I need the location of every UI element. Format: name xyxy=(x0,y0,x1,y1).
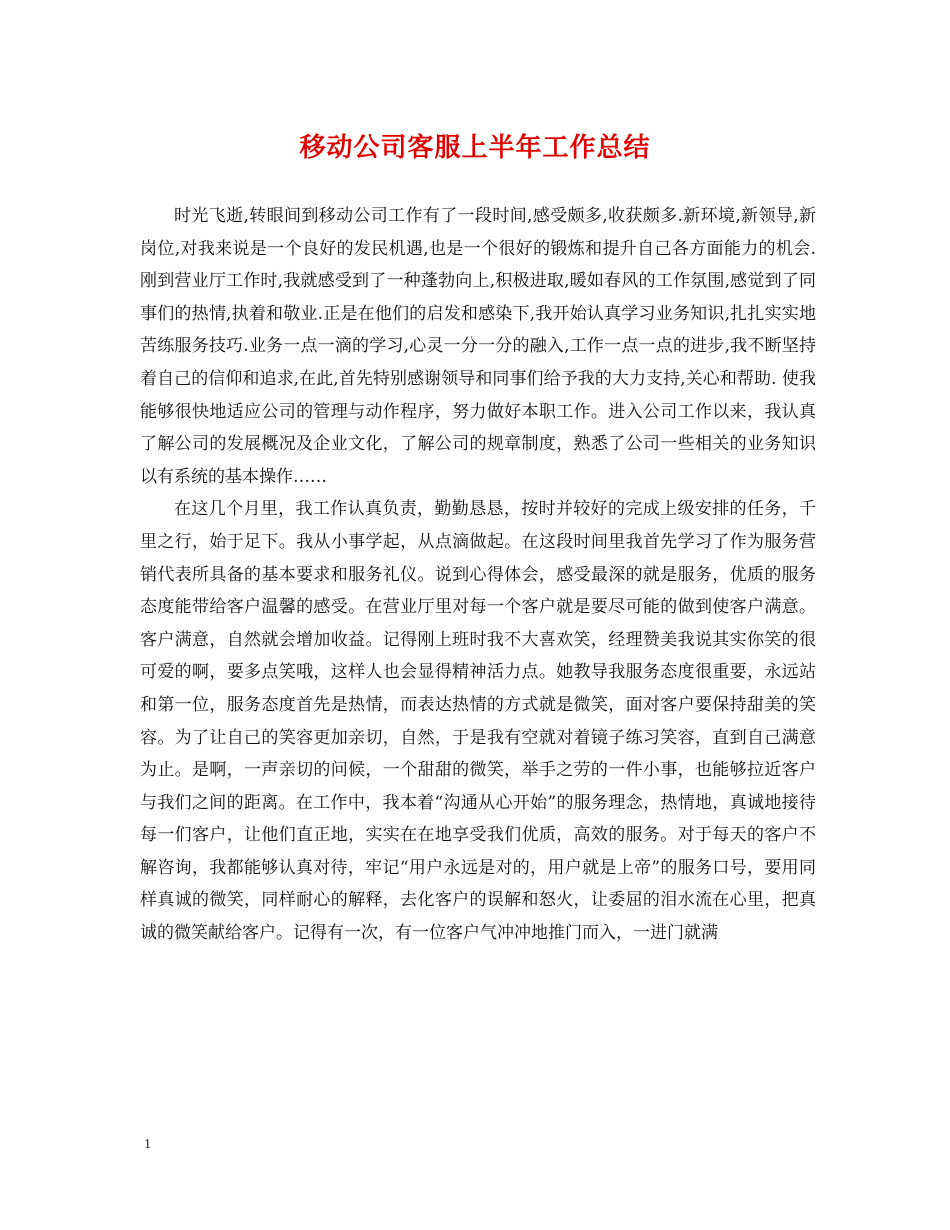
paragraph-2: 在这几个月里，我工作认真负责，勤勤恳恳，按时并较好的完成上级安排的任务，千里之行，始于足下。我从小事学起，从点滴做起。在这段时间里我首先学习了作为服务营销代表所具备的基本要求和服务礼仪。说到心得体会，感受最深的就是服务，优质的服务态度能带给客户温馨的感受。在营业厅里对每一个客户就是要尽可能的做到使客户满意。客户满意，自然就会增加收益。记得刚上班时我不大喜欢笑，经理赞美我说其实你笑的很可爱的啊，要多点笑哦，这样人也会显得精神活力点。她教导我服务态度很重要，永远站和第一位，服务态度首先是热情，而表达热情的方式就是微笑，面对客户要保持甜美的笑容。为了让自己的笑容更加亲切，自然，于是我有空就对着镜子练习笑容，直到自己满意为止。是啊，一声亲切的问候，一个甜甜的微笑，举手之劳的一件小事，也能够拉近客户与我们之间的距离。在工作中，我本着“沟通从心开始”的服务理念，热情地，真诚地接待每一们客户，让他们直正地，实实在在地享受我们优质，高效的服务。对于每天的客户不解咨询，我都能够认真对待，牢记“用户永远是对的，用户就是上帝”的服务口号，要用同样真诚的微笑，同样耐心的解释，去化客户的误解和怒火，让委屈的泪水流在心里，把真诚的微笑献给客户。记得有一次，有一位客户气冲冲地推门而入，一进门就满 xyxy=(140,499,816,944)
document-body xyxy=(140,200,816,950)
page-number: 1 xyxy=(144,1137,151,1152)
paragraph-1: 时光飞逝,转眼间到移动公司工作有了一段时间,感受颇多,收获颇多.新环境,新领导,新岗位,对我来说是一个良好的发民机遇,也是一个很好的锻炼和提升自己各方面能力的机会.刚到营业厅工作时,我就感受到了一种蓬勃向上,积极进取,暖如春风的工作氛围,感觉到了同事们的热情,执着和敬业.正是在他们的启发和感染下,我开始认真学习业务知识,扎扎实实地苦练服务技巧.业务一点一滴的学习,心灵一分一分的融入,工作一点一点的进步,我不断坚持着自己的信仰和追求,在此,首先特别感谢领导和同事们给予我的大力支持,关心和帮助. 使我能够很快地适应公司的管理与动作程序，努力做好本职工作。进入公司工作以来，我认真了解公司的发展概况及企业文化，了解公司的规章制度，熟悉了公司一些相关的业务知识以有系统的基本操作…… xyxy=(140,206,816,487)
document-title: 移动公司客服上半年工作总结 xyxy=(299,133,651,163)
